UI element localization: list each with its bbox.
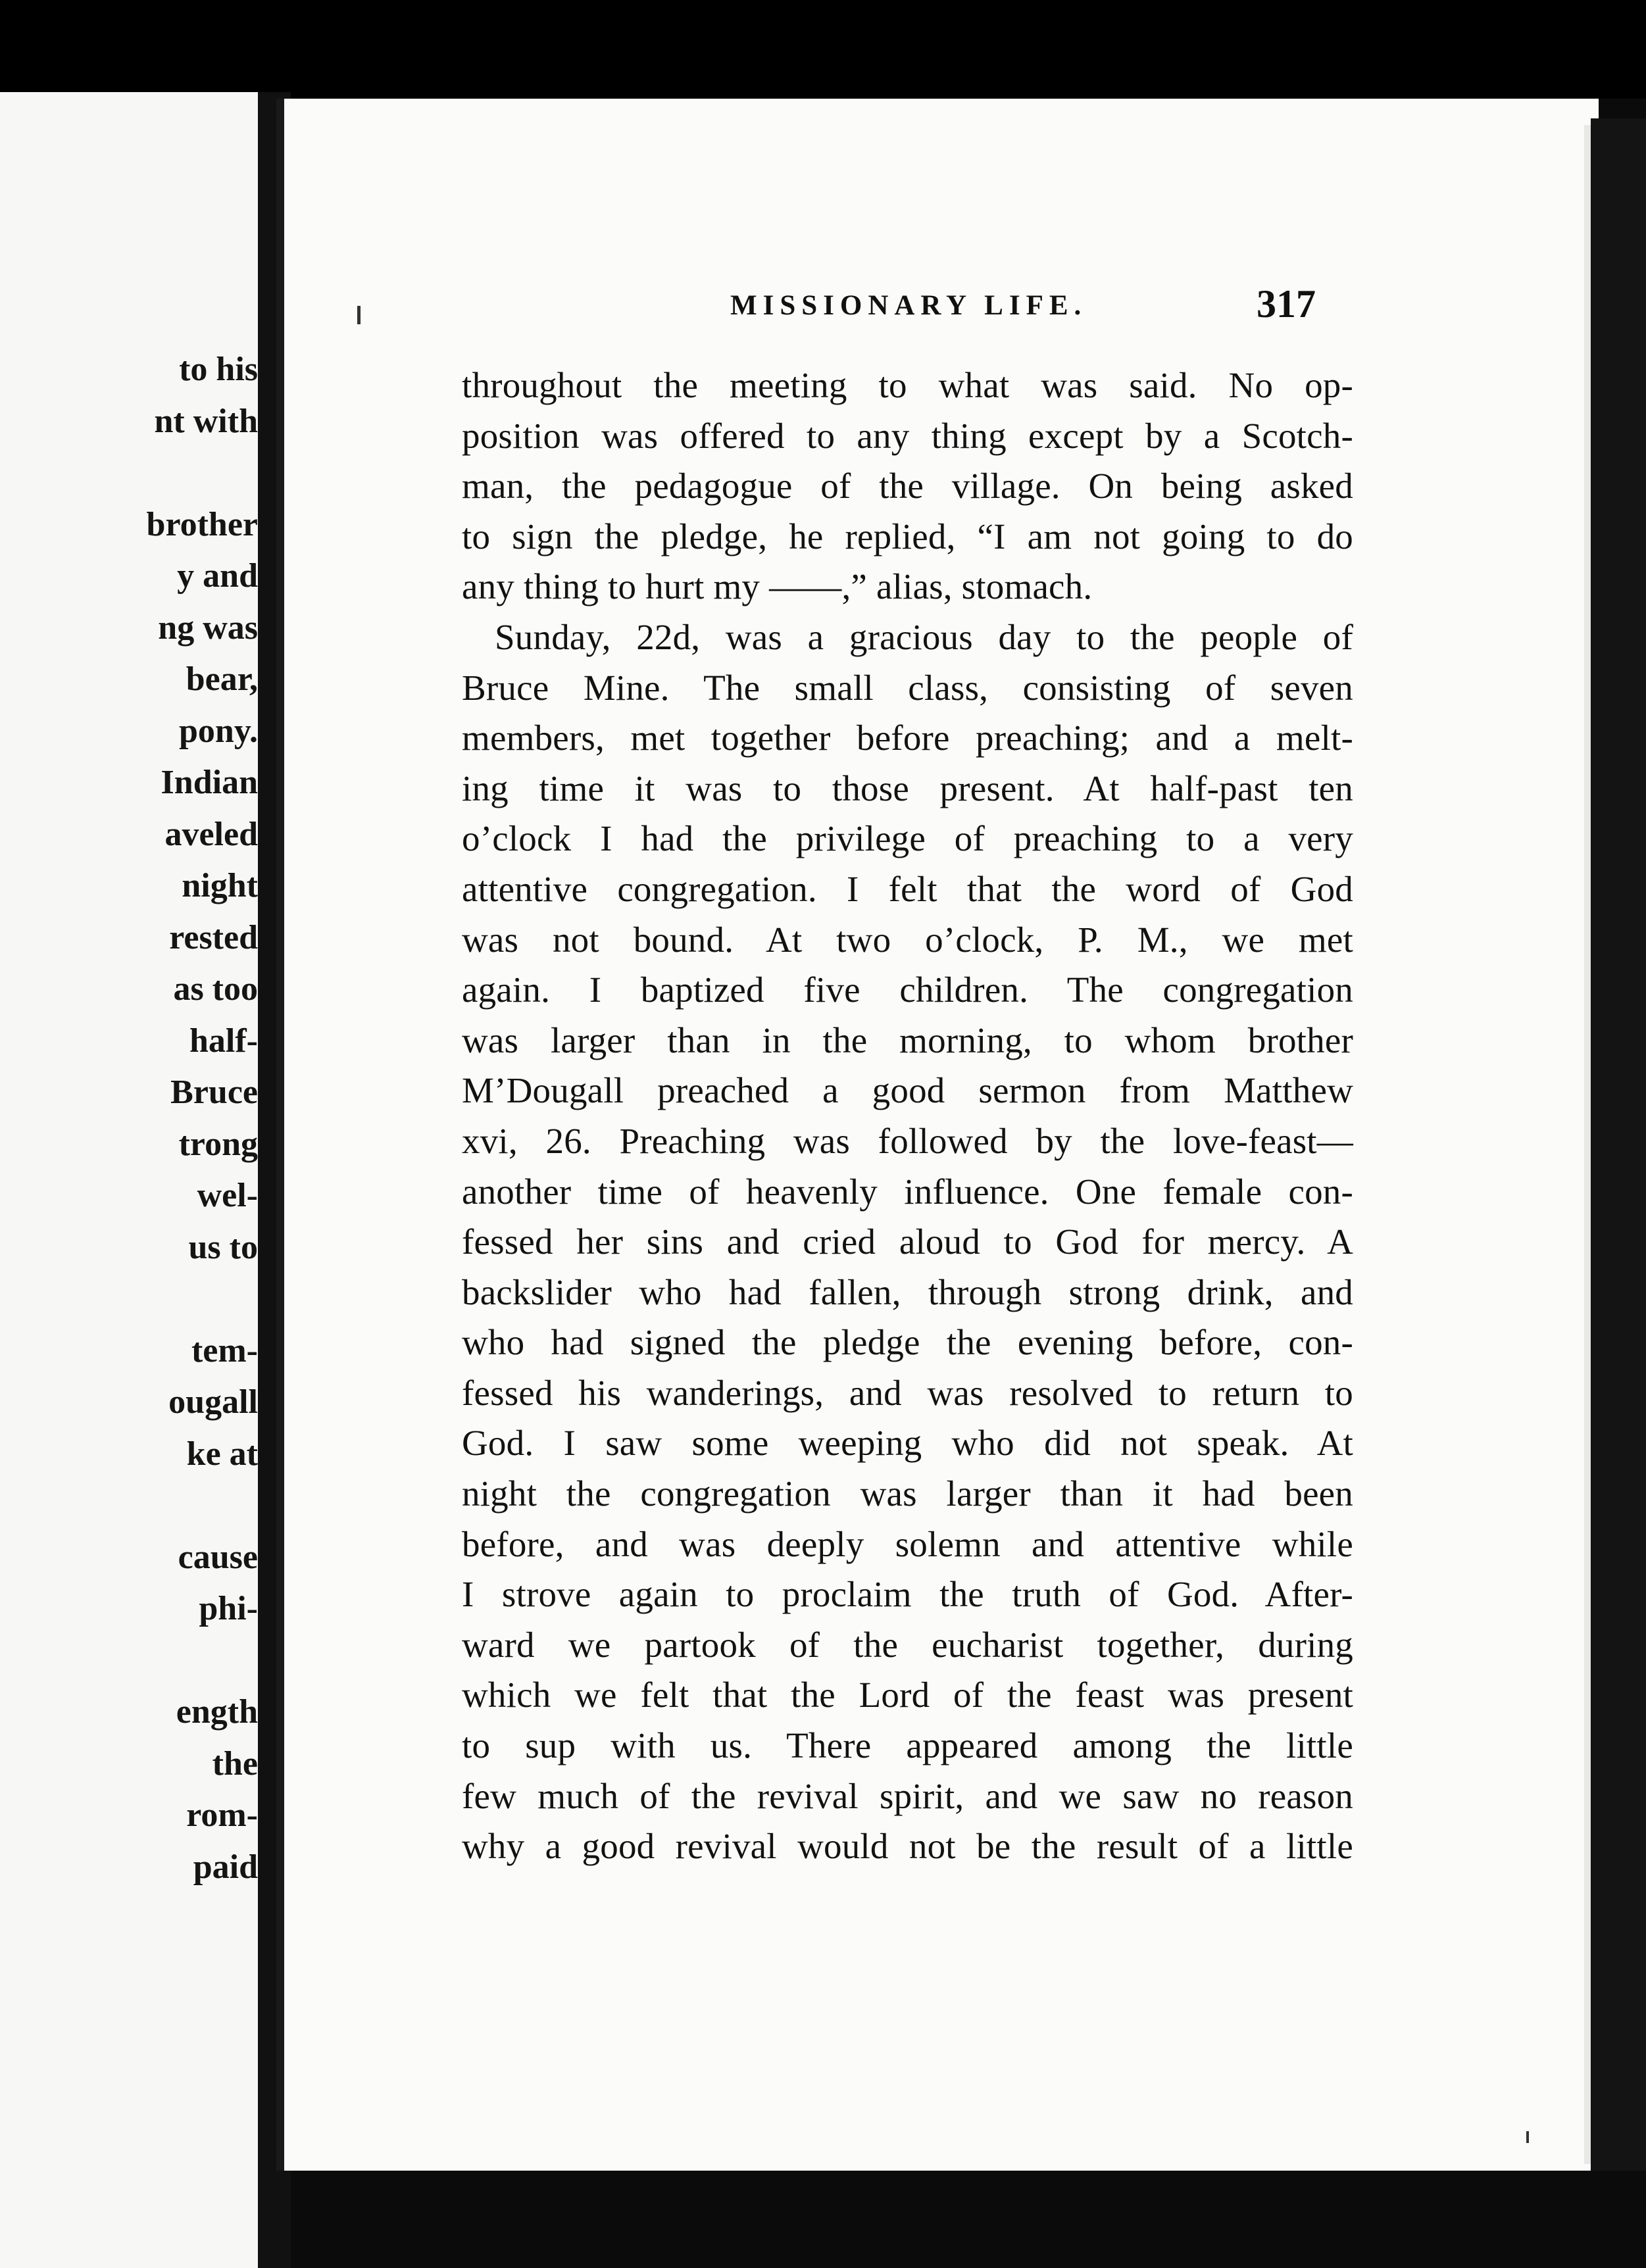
left-page-line: bear, [186,660,258,698]
text-line: few much of the revival spirit, and we saw no reason [462,1775,1353,1816]
text-line: why a good revival would not be the result of a little [462,1826,1353,1867]
text-line: backslider who had fallen, through strong drink, and [462,1271,1353,1312]
left-page-line: ke at [186,1435,258,1473]
text-line: members, met together before preaching; and a melt- [462,718,1353,758]
left-page-line: Indian [161,764,258,801]
left-page-line: half- [189,1022,258,1060]
text-line: M’Dougall preached a good sermon from Matthew [462,1070,1353,1111]
scan-background-top [0,0,1646,99]
text-line: God. I saw some weeping who did not speak. At [462,1423,1353,1464]
text-line: was larger than in the morning, to whom brother [462,1020,1353,1060]
text-line: ward we partook of the eucharist together, during [462,1624,1353,1665]
left-page-line: nt with [154,402,258,440]
text-line: fessed his wanderings, and was resolved to return to [462,1372,1353,1413]
left-page-line: pony. [179,712,258,750]
left-page-line: tem- [191,1331,258,1369]
left-page-line: cause [178,1538,258,1576]
text-line: night the congregation was larger than it had been [462,1473,1353,1514]
left-page-line: ength [176,1693,258,1731]
text-line: was not bound. At two o’clock, P. M., we met [462,919,1353,960]
scan-speck [357,306,361,324]
text-line: who had signed the pledge the evening before, con- [462,1322,1353,1363]
text-line: to sign the pledge, he replied, “I am not going to do [462,516,1353,556]
text-line: ing time it was to those present. At half-past ten [462,768,1353,808]
left-page-line: y and [177,557,258,595]
text-line: before, and was deeply solemn and attentive while [462,1523,1353,1564]
left-page-line: wel- [197,1177,258,1214]
body-text [462,360,1353,1872]
text-line: attentive congregation. I felt that the word of God [462,868,1353,909]
text-line: man, the pedagogue of the village. On being asked [462,466,1353,506]
left-page-line: paid [193,1848,258,1886]
running-head: MISSIONARY LIFE. [730,290,1087,321]
text-line: Bruce Mine. The small class, consisting of seven [462,667,1353,708]
left-page-line: as too [173,970,258,1008]
left-page-line: rested [169,918,258,956]
left-page-line: aveled [164,815,258,853]
text-line: again. I baptized five children. The congregation [462,970,1353,1010]
left-page-line: to his [179,351,258,388]
left-page-line: the [212,1744,258,1783]
text-line: I strove again to proclaim the truth of God. After- [462,1574,1353,1615]
scan-border-right [1591,118,1646,2171]
text-line: another time of heavenly influence. One female con- [462,1171,1353,1212]
page-number: 317 [1257,282,1316,326]
text-line: fessed her sins and cried aloud to God for mercy. A [462,1221,1353,1262]
left-page-line: trong [178,1125,258,1163]
text-line: position was offered to any thing except by a Scotch- [462,415,1353,456]
left-page-line: us to [188,1228,258,1266]
left-page [0,92,258,2268]
text-line: xvi, 26. Preaching was followed by the love-feast— [462,1120,1353,1161]
left-page-line: ougall [168,1383,258,1421]
left-page-line: ng was [158,608,258,647]
text-line: Sunday, 22d, was a gracious day to the people of [495,616,1353,657]
left-page-line: phi- [199,1590,258,1627]
left-page-line: brother [146,505,258,543]
text-line: to sup with us. There appeared among the little [462,1725,1353,1766]
left-page-line: rom- [186,1796,258,1834]
left-page-line: Bruce [170,1073,258,1111]
text-line: any thing to hurt my ——,” alias, stomach. [462,566,1093,607]
text-line: o’clock I had the privilege of preaching to a very [462,818,1353,859]
text-line: throughout the meeting to what was said. No op- [462,365,1353,405]
scan-speck [1526,2131,1529,2143]
left-page-line: night [182,867,258,904]
text-line: which we felt that the Lord of the feast was present [462,1675,1353,1715]
